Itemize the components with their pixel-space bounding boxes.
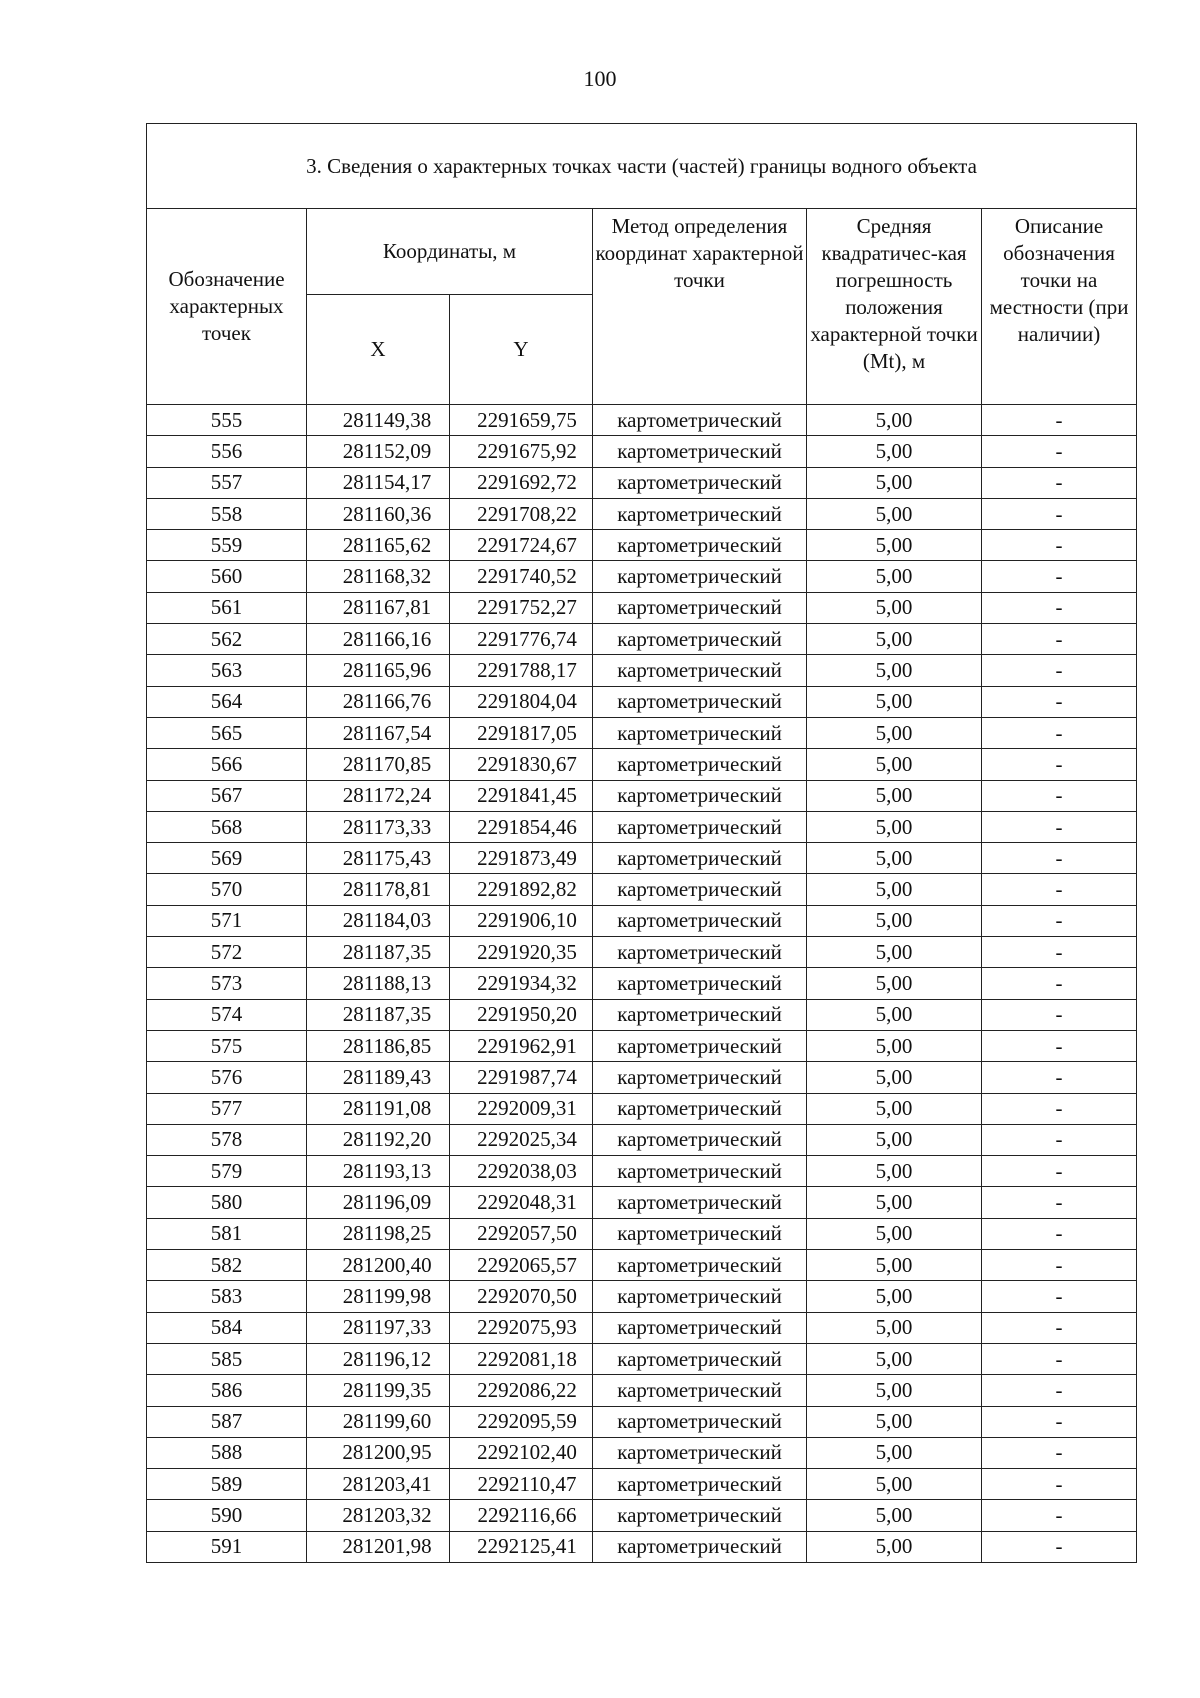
cell-error: 5,00 [807, 1531, 982, 1562]
cell-y: 2292075,93 [450, 1312, 593, 1343]
table-row [147, 1500, 1137, 1531]
cell-error: 5,00 [807, 874, 982, 905]
cell-point-number: 591 [147, 1531, 307, 1562]
cell-description: - [982, 1062, 1137, 1093]
cell-x: 281188,13 [307, 968, 450, 999]
cell-description: - [982, 1343, 1137, 1374]
table-row [147, 811, 1137, 842]
header-y: Y [450, 295, 593, 405]
cell-description: - [982, 686, 1137, 717]
cell-point-number: 587 [147, 1406, 307, 1437]
cell-method: картометрический [593, 874, 807, 905]
cell-y: 2291776,74 [450, 624, 593, 655]
cell-x: 281187,35 [307, 999, 450, 1030]
cell-x: 281200,40 [307, 1250, 450, 1281]
cell-method: картометрический [593, 1156, 807, 1187]
cell-error: 5,00 [807, 811, 982, 842]
cell-y: 2292086,22 [450, 1375, 593, 1406]
cell-description: - [982, 1187, 1137, 1218]
cell-x: 281172,24 [307, 780, 450, 811]
cell-y: 2291987,74 [450, 1062, 593, 1093]
cell-x: 281175,43 [307, 843, 450, 874]
cell-description: - [982, 1093, 1137, 1124]
table-row [147, 1030, 1137, 1061]
cell-error: 5,00 [807, 780, 982, 811]
cell-point-number: 561 [147, 592, 307, 623]
cell-point-number: 589 [147, 1469, 307, 1500]
cell-error: 5,00 [807, 1406, 982, 1437]
cell-x: 281199,60 [307, 1406, 450, 1437]
cell-point-number: 577 [147, 1093, 307, 1124]
cell-method: картометрический [593, 1062, 807, 1093]
cell-y: 2292038,03 [450, 1156, 593, 1187]
cell-description: - [982, 811, 1137, 842]
cell-description: - [982, 436, 1137, 467]
cell-x: 281196,09 [307, 1187, 450, 1218]
table-row [147, 1406, 1137, 1437]
cell-description: - [982, 1406, 1137, 1437]
cell-y: 2292081,18 [450, 1343, 593, 1374]
cell-x: 281170,85 [307, 749, 450, 780]
cell-method: картометрический [593, 843, 807, 874]
cell-method: картометрический [593, 811, 807, 842]
cell-point-number: 582 [147, 1250, 307, 1281]
header-description: Описание обозначения точки на местности (при наличии) [982, 209, 1137, 405]
cell-method: картометрический [593, 968, 807, 999]
cell-error: 5,00 [807, 843, 982, 874]
points-table [146, 123, 1137, 1563]
cell-description: - [982, 1124, 1137, 1155]
cell-point-number: 586 [147, 1375, 307, 1406]
cell-error: 5,00 [807, 1281, 982, 1312]
cell-y: 2291692,72 [450, 467, 593, 498]
cell-y: 2291950,20 [450, 999, 593, 1030]
cell-y: 2291817,05 [450, 717, 593, 748]
table-row [147, 592, 1137, 623]
cell-point-number: 559 [147, 530, 307, 561]
cell-x: 281203,41 [307, 1469, 450, 1500]
cell-error: 5,00 [807, 1312, 982, 1343]
cell-point-number: 556 [147, 436, 307, 467]
cell-y: 2291708,22 [450, 498, 593, 529]
cell-error: 5,00 [807, 467, 982, 498]
cell-y: 2291788,17 [450, 655, 593, 686]
cell-error: 5,00 [807, 1218, 982, 1249]
cell-error: 5,00 [807, 905, 982, 936]
cell-method: картометрический [593, 561, 807, 592]
table-row [147, 905, 1137, 936]
cell-x: 281165,62 [307, 530, 450, 561]
cell-y: 2291873,49 [450, 843, 593, 874]
cell-point-number: 558 [147, 498, 307, 529]
cell-x: 281184,03 [307, 905, 450, 936]
cell-point-number: 572 [147, 937, 307, 968]
cell-y: 2291740,52 [450, 561, 593, 592]
cell-point-number: 555 [147, 405, 307, 436]
cell-x: 281168,32 [307, 561, 450, 592]
cell-description: - [982, 905, 1137, 936]
table-row [147, 999, 1137, 1030]
header-point-designation: Обозначение характерных точек [147, 209, 307, 405]
cell-description: - [982, 1375, 1137, 1406]
cell-description: - [982, 968, 1137, 999]
cell-method: картометрический [593, 1437, 807, 1468]
cell-error: 5,00 [807, 1469, 982, 1500]
table-row [147, 1124, 1137, 1155]
cell-error: 5,00 [807, 1500, 982, 1531]
cell-description: - [982, 999, 1137, 1030]
cell-y: 2291841,45 [450, 780, 593, 811]
cell-x: 281193,13 [307, 1156, 450, 1187]
cell-description: - [982, 937, 1137, 968]
cell-point-number: 562 [147, 624, 307, 655]
cell-y: 2292116,66 [450, 1500, 593, 1531]
cell-method: картометрический [593, 1281, 807, 1312]
table-row [147, 1062, 1137, 1093]
cell-method: картометрический [593, 624, 807, 655]
cell-description: - [982, 1531, 1137, 1562]
cell-error: 5,00 [807, 498, 982, 529]
cell-x: 281192,20 [307, 1124, 450, 1155]
table-header [147, 124, 1137, 405]
cell-y: 2291804,04 [450, 686, 593, 717]
cell-x: 281197,33 [307, 1312, 450, 1343]
cell-point-number: 581 [147, 1218, 307, 1249]
cell-point-number: 573 [147, 968, 307, 999]
cell-point-number: 578 [147, 1124, 307, 1155]
cell-x: 281186,85 [307, 1030, 450, 1061]
cell-method: картометрический [593, 999, 807, 1030]
table-row [147, 1156, 1137, 1187]
cell-y: 2292065,57 [450, 1250, 593, 1281]
cell-error: 5,00 [807, 1250, 982, 1281]
cell-method: картометрический [593, 1187, 807, 1218]
cell-point-number: 574 [147, 999, 307, 1030]
cell-error: 5,00 [807, 968, 982, 999]
table-row [147, 405, 1137, 436]
header-method: Метод определения координат характерной точки [593, 209, 807, 405]
table-row [147, 1375, 1137, 1406]
cell-x: 281178,81 [307, 874, 450, 905]
cell-x: 281187,35 [307, 937, 450, 968]
cell-method: картометрический [593, 1030, 807, 1061]
cell-description: - [982, 561, 1137, 592]
cell-x: 281167,54 [307, 717, 450, 748]
cell-y: 2291752,27 [450, 592, 593, 623]
cell-y: 2291659,75 [450, 405, 593, 436]
cell-method: картометрический [593, 592, 807, 623]
table-row [147, 749, 1137, 780]
cell-y: 2291934,32 [450, 968, 593, 999]
cell-method: картометрический [593, 1469, 807, 1500]
table-row [147, 467, 1137, 498]
table-body [147, 405, 1137, 1563]
cell-method: картометрический [593, 530, 807, 561]
cell-x: 281149,38 [307, 405, 450, 436]
cell-x: 281199,98 [307, 1281, 450, 1312]
cell-method: картометрический [593, 717, 807, 748]
cell-description: - [982, 624, 1137, 655]
cell-description: - [982, 592, 1137, 623]
cell-method: картометрический [593, 905, 807, 936]
cell-description: - [982, 1500, 1137, 1531]
cell-description: - [982, 467, 1137, 498]
cell-description: - [982, 1250, 1137, 1281]
page-number: 100 [583, 66, 617, 91]
cell-y: 2291920,35 [450, 937, 593, 968]
cell-point-number: 560 [147, 561, 307, 592]
cell-method: картометрический [593, 1124, 807, 1155]
cell-error: 5,00 [807, 1437, 982, 1468]
table-row [147, 561, 1137, 592]
cell-x: 281189,43 [307, 1062, 450, 1093]
cell-x: 281167,81 [307, 592, 450, 623]
cell-method: картометрический [593, 1406, 807, 1437]
cell-method: картометрический [593, 1531, 807, 1562]
cell-x: 281173,33 [307, 811, 450, 842]
cell-method: картометрический [593, 749, 807, 780]
cell-description: - [982, 843, 1137, 874]
cell-error: 5,00 [807, 1156, 982, 1187]
cell-x: 281201,98 [307, 1531, 450, 1562]
table-row [147, 843, 1137, 874]
cell-method: картометрический [593, 1343, 807, 1374]
table-row [147, 1250, 1137, 1281]
table-row [147, 1437, 1137, 1468]
cell-point-number: 563 [147, 655, 307, 686]
cell-description: - [982, 1030, 1137, 1061]
table-row [147, 717, 1137, 748]
cell-description: - [982, 1469, 1137, 1500]
cell-description: - [982, 530, 1137, 561]
table-row [147, 686, 1137, 717]
cell-point-number: 579 [147, 1156, 307, 1187]
cell-y: 2291830,67 [450, 749, 593, 780]
cell-description: - [982, 405, 1137, 436]
cell-error: 5,00 [807, 686, 982, 717]
table-row [147, 1343, 1137, 1374]
cell-description: - [982, 655, 1137, 686]
cell-point-number: 569 [147, 843, 307, 874]
cell-y: 2292048,31 [450, 1187, 593, 1218]
cell-error: 5,00 [807, 1030, 982, 1061]
cell-method: картометрический [593, 467, 807, 498]
cell-description: - [982, 749, 1137, 780]
cell-y: 2292009,31 [450, 1093, 593, 1124]
cell-x: 281196,12 [307, 1343, 450, 1374]
cell-error: 5,00 [807, 717, 982, 748]
cell-error: 5,00 [807, 530, 982, 561]
cell-error: 5,00 [807, 405, 982, 436]
cell-point-number: 568 [147, 811, 307, 842]
table-row [147, 436, 1137, 467]
cell-method: картометрический [593, 780, 807, 811]
cell-x: 281160,36 [307, 498, 450, 529]
cell-x: 281203,32 [307, 1500, 450, 1531]
cell-method: картометрический [593, 1250, 807, 1281]
cell-error: 5,00 [807, 624, 982, 655]
cell-y: 2291854,46 [450, 811, 593, 842]
cell-method: картометрический [593, 937, 807, 968]
cell-point-number: 571 [147, 905, 307, 936]
cell-point-number: 583 [147, 1281, 307, 1312]
header-coordinates: Координаты, м [307, 209, 593, 295]
cell-y: 2292057,50 [450, 1218, 593, 1249]
cell-y: 2291906,10 [450, 905, 593, 936]
cell-error: 5,00 [807, 999, 982, 1030]
cell-x: 281165,96 [307, 655, 450, 686]
table-row [147, 937, 1137, 968]
table-row [147, 1312, 1137, 1343]
cell-x: 281152,09 [307, 436, 450, 467]
cell-x: 281191,08 [307, 1093, 450, 1124]
cell-x: 281166,76 [307, 686, 450, 717]
cell-error: 5,00 [807, 749, 982, 780]
cell-y: 2291962,91 [450, 1030, 593, 1061]
cell-point-number: 557 [147, 467, 307, 498]
cell-method: картометрический [593, 655, 807, 686]
table-row [147, 968, 1137, 999]
cell-point-number: 588 [147, 1437, 307, 1468]
cell-error: 5,00 [807, 937, 982, 968]
table-row [147, 530, 1137, 561]
cell-x: 281200,95 [307, 1437, 450, 1468]
cell-x: 281166,16 [307, 624, 450, 655]
cell-error: 5,00 [807, 655, 982, 686]
table-row [147, 1093, 1137, 1124]
cell-method: картометрический [593, 498, 807, 529]
cell-description: - [982, 498, 1137, 529]
cell-point-number: 570 [147, 874, 307, 905]
cell-y: 2292070,50 [450, 1281, 593, 1312]
cell-description: - [982, 717, 1137, 748]
cell-method: картометрический [593, 686, 807, 717]
cell-error: 5,00 [807, 561, 982, 592]
header-error: Средняя квадратичес-кая погрешность положения характерной точки (Mt), м [807, 209, 982, 405]
cell-y: 2292110,47 [450, 1469, 593, 1500]
cell-description: - [982, 1437, 1137, 1468]
cell-x: 281198,25 [307, 1218, 450, 1249]
cell-error: 5,00 [807, 1062, 982, 1093]
cell-y: 2291892,82 [450, 874, 593, 905]
cell-point-number: 575 [147, 1030, 307, 1061]
cell-error: 5,00 [807, 436, 982, 467]
table-row [147, 1218, 1137, 1249]
cell-error: 5,00 [807, 1124, 982, 1155]
table-row [147, 1469, 1137, 1500]
header-x: X [307, 295, 450, 405]
cell-error: 5,00 [807, 1187, 982, 1218]
cell-y: 2291675,92 [450, 436, 593, 467]
cell-point-number: 590 [147, 1500, 307, 1531]
cell-point-number: 580 [147, 1187, 307, 1218]
cell-method: картометрический [593, 1093, 807, 1124]
cell-method: картометрический [593, 1312, 807, 1343]
cell-method: картометрический [593, 1218, 807, 1249]
cell-y: 2292125,41 [450, 1531, 593, 1562]
cell-method: картометрический [593, 436, 807, 467]
cell-y: 2292095,59 [450, 1406, 593, 1437]
cell-x: 281199,35 [307, 1375, 450, 1406]
table-row [147, 1531, 1137, 1562]
cell-error: 5,00 [807, 1375, 982, 1406]
cell-x: 281154,17 [307, 467, 450, 498]
cell-method: картометрический [593, 405, 807, 436]
table-row [147, 655, 1137, 686]
cell-y: 2292025,34 [450, 1124, 593, 1155]
cell-description: - [982, 1156, 1137, 1187]
table-row [147, 624, 1137, 655]
cell-y: 2292102,40 [450, 1437, 593, 1468]
cell-description: - [982, 780, 1137, 811]
cell-point-number: 566 [147, 749, 307, 780]
table-row [147, 498, 1137, 529]
cell-error: 5,00 [807, 592, 982, 623]
cell-description: - [982, 1218, 1137, 1249]
cell-method: картометрический [593, 1500, 807, 1531]
table-row [147, 1187, 1137, 1218]
table-row [147, 1281, 1137, 1312]
cell-error: 5,00 [807, 1093, 982, 1124]
table-row [147, 874, 1137, 905]
cell-point-number: 564 [147, 686, 307, 717]
cell-description: - [982, 1281, 1137, 1312]
cell-description: - [982, 1312, 1137, 1343]
cell-point-number: 565 [147, 717, 307, 748]
cell-error: 5,00 [807, 1343, 982, 1374]
cell-y: 2291724,67 [450, 530, 593, 561]
cell-point-number: 567 [147, 780, 307, 811]
cell-point-number: 584 [147, 1312, 307, 1343]
cell-point-number: 585 [147, 1343, 307, 1374]
cell-method: картометрический [593, 1375, 807, 1406]
table-title: 3. Сведения о характерных точках части (частей) границы водного объекта [147, 124, 1137, 209]
cell-point-number: 576 [147, 1062, 307, 1093]
cell-description: - [982, 874, 1137, 905]
table-row [147, 780, 1137, 811]
